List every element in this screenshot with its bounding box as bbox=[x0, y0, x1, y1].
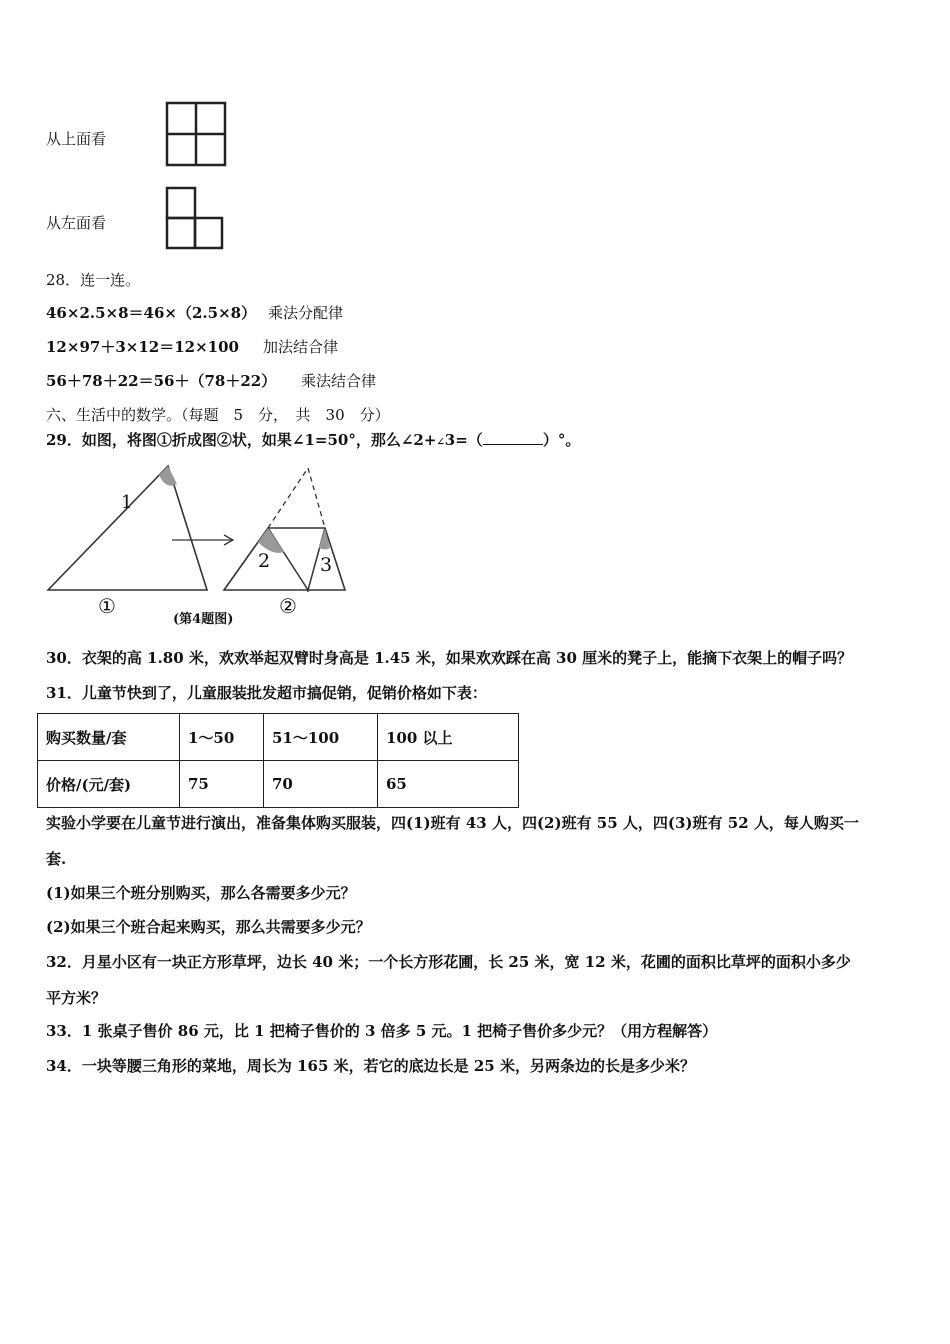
q33-text: 33．1 张桌子售价 86 元，比 1 把椅子售价的 3 倍多 5 元。1 把椅子售价多少元？（用方程解答） bbox=[46, 1022, 718, 1040]
table-row bbox=[38, 714, 519, 761]
q32-line-1: 32．月星小区有一块正方形草坪，边长 40 米；一个长方形花圃，长 25 米，宽 12 米，花圃的面积比草坪的面积小多少 bbox=[46, 953, 851, 971]
top-view-label: 从上面看 bbox=[46, 130, 107, 148]
table-cell: 100 以上 bbox=[378, 714, 519, 761]
q28-left-3: 56＋78＋22＝56＋（78＋22） bbox=[46, 372, 277, 390]
q29-text: 29．如图，将图①折成图②状，如果∠1=50°，那么∠2+∠3=（ ）°。 bbox=[46, 431, 581, 449]
q29-fig2-caption: ② bbox=[279, 594, 297, 618]
q31-intro: 31．儿童节快到了，儿童服装批发超市搞促销，促销价格如下表： bbox=[46, 684, 487, 702]
top-view-figure bbox=[164, 100, 228, 168]
left-view-figure bbox=[164, 185, 226, 252]
q31-sub-question-2: (2)如果三个班合起来购买，那么共需要多少元？ bbox=[46, 918, 371, 936]
q34-text: 34．一块等腰三角形的菜地，周长为 165 米，若它的底边长是 25 米，另两条边的长是多少米？ bbox=[46, 1057, 695, 1075]
q28-left-1: 46×2.5×8＝46×（2.5×8） bbox=[46, 304, 257, 322]
q29-angle-3-label: 3 bbox=[320, 554, 333, 576]
q31-paragraph-line-1: 实验小学要在儿童节进行演出，准备集体购买服装，四(1)班有 43 人，四(2)班有 55 人，四(3)班有 52 人，每人购买一 bbox=[46, 814, 859, 832]
q32-line-2: 平方米？ bbox=[46, 989, 107, 1007]
q30-text: 30．衣架的高 1.80 米，欢欢举起双臂时身高是 1.45 米，如果欢欢踩在高 30 厘米的凳子上，能摘下衣架上的帽子吗？ bbox=[46, 649, 853, 667]
q28-right-1: 乘法分配律 bbox=[268, 304, 344, 322]
table-cell: 51～100 bbox=[264, 714, 378, 761]
q31-sub-question-1: (1)如果三个班分别购买，那么各需要多少元？ bbox=[46, 884, 356, 902]
q28-title: 28．连一连。 bbox=[46, 271, 141, 289]
price-table bbox=[37, 713, 519, 808]
q28-right-3: 乘法结合律 bbox=[301, 372, 377, 390]
section-6-heading: 六、生活中的数学。（每题 5 分， 共 30 分） bbox=[46, 406, 390, 424]
table-cell: 价格/(元/套) bbox=[38, 761, 180, 808]
q28-left-2: 12×97＋3×12＝12×100 bbox=[46, 338, 239, 356]
table-cell: 购买数量/套 bbox=[38, 714, 180, 761]
table-cell: 1～50 bbox=[180, 714, 264, 761]
q31-paragraph-line-2: 套. bbox=[46, 850, 67, 868]
table-cell: 70 bbox=[264, 761, 378, 808]
table-cell: 65 bbox=[378, 761, 519, 808]
left-view-label: 从左面看 bbox=[46, 214, 107, 232]
table-row bbox=[38, 761, 519, 808]
q28-right-2: 加法结合律 bbox=[263, 338, 339, 356]
table-cell: 75 bbox=[180, 761, 264, 808]
q29-fig1-caption: ① bbox=[98, 594, 116, 618]
q29-answer-blank[interactable] bbox=[483, 430, 543, 445]
q29-figure-caption: (第4题图) bbox=[173, 612, 234, 627]
q29-angle-1-label: 1 bbox=[121, 492, 133, 513]
q29-angle-2-label: 2 bbox=[258, 550, 271, 572]
